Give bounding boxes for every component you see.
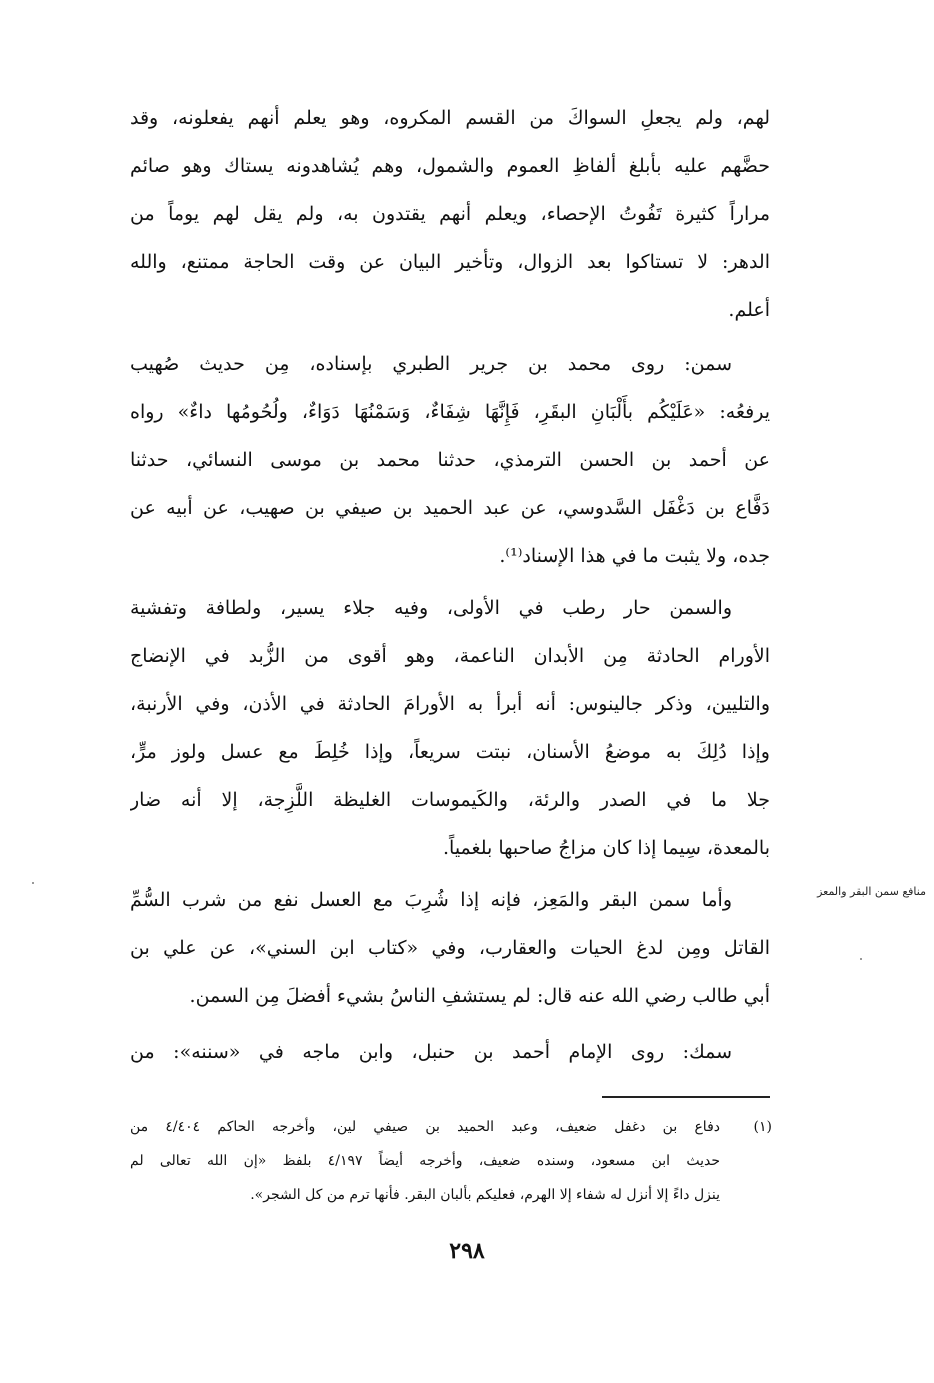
text-line: أعلم. <box>728 299 770 321</box>
text-line: عن أحمد بن الحسن الترمذي، حدثنا محمد بن موسى النسائي، حدثنا <box>130 449 770 471</box>
text-line: وأما سمن البقر والمَعِز، فإنه إذا شُرِبَ مع العسل نفع من شرب السُّمِّ <box>130 889 732 911</box>
text-line: سمك: روى الإمام أحمد بن حنبل، وابن ماجه في «سننه»: من <box>130 1041 732 1063</box>
footnote-line: دفاع بن دغفل ضعيف، وعبد الحميد بن صيفي لين، وأخرجه الحاكم ٤/٤٠٤ من <box>130 1119 720 1135</box>
text-line: سمن: روى محمد بن جرير الطبري بإسناده، مِن حديث صُهيب <box>130 353 732 375</box>
text-line: دَفَّاع بن دَغْفَل السَّدوسي، عن عبد الحميد بن صيفي بن صهيب، عن أبيه عن <box>130 497 770 519</box>
paragraph-samn-properties <box>130 584 770 872</box>
text-line: الأورام الحادثة مِن الأبدان الناعمة، وهو أقوى من الزُّبد في الإنضاج <box>130 645 770 667</box>
scan-speck <box>860 958 862 960</box>
text-line: أبي طالب رضي الله عنه قال: لم يستشفِ الناسُ بشيء أفضلَ مِن السمن. <box>189 985 770 1007</box>
footnote <box>130 1110 770 1212</box>
paragraph-samak <box>130 1028 770 1076</box>
text-line: جده، ولا يثبت ما في هذا الإسناد⁽¹⁾. <box>499 545 770 567</box>
footnote-body <box>130 1110 720 1212</box>
paragraph-samn-hadith <box>130 340 770 580</box>
text-line: والسمن حار رطب في الأولى، وفيه جلاء يسير، ولطافة وتفشية <box>130 597 732 619</box>
footnote-separator <box>602 1096 770 1098</box>
text-line: بالمعدة، سِيما إذا كان مزاجُ صاحبها بلغمياً. <box>443 837 770 859</box>
text-line: وإذا دُلِكَ به موضعُ الأسنان، نبتت سريعاً، وإذا خُلِطَ مع عسل ولوز مرٍّ، <box>130 741 770 763</box>
page-number: ٢٩٨ <box>449 1238 485 1264</box>
text-line: الدهر: لا تستاكوا بعد الزوال، وتأخير البيان عن وقت الحاجة ممتنع، والله <box>130 251 770 273</box>
margin-note: منافع سمن البقر والمعز <box>817 885 926 898</box>
footnote-number: (١) <box>753 1119 772 1135</box>
footnote-line: حديث ابن مسعود، وسنده ضعيف، وأخرجه أيضاً ٤/١٩٧ بلفظ «إن الله تعالى لم <box>130 1153 720 1169</box>
text-line: القاتل ومِن لدغ الحيات والعقارب، وفي «كتاب ابن السني»، عن علي بن <box>130 937 770 959</box>
scan-speck <box>32 882 34 884</box>
footnote-line: ينزل داءً إلا أنزل له شفاء إلا الهرم، فعليكم بألبان البقر. فأنها ترم من كل الشجر». <box>250 1187 720 1203</box>
paragraph-siwak-conclusion <box>130 94 770 334</box>
text-line: والتليين، وذكر جالينوس: أنه أبرأ به الأورامَ الحادثة في الأذن، وفي الأرنبة، <box>130 693 770 715</box>
text-line: جلا ما في الصدر والرئة، والكَيموسات الغليظة اللَّزِجة، إلا أنه ضار <box>130 789 770 811</box>
text-line: مراراً كثيرة تَفُوتُ الإحصاء، ويعلم أنهم يقتدون به، ولم يقل لهم يوماً من <box>130 203 770 225</box>
text-line: حضَّهم عليه بأبلغ ألفاظِ العموم والشمول، وهم يُشاهدونه يستاك وهو صائم <box>130 155 770 177</box>
text-line: لهم، ولم يجعلِ السواكَ من القسم المكروه، وهو يعلم أنهم يفعلونه، وقد <box>130 107 770 129</box>
paragraph-cow-goat-ghee <box>130 876 770 1020</box>
text-line: يرفعُه: «عَلَيْكُم بأَلْبَانِ البقَرِ، فَإِنَّهَا شِفَاءٌ، وَسَمْنُهَا دَوَاءٌ، ولُحُومُها داءٌ» رواه <box>130 401 770 423</box>
